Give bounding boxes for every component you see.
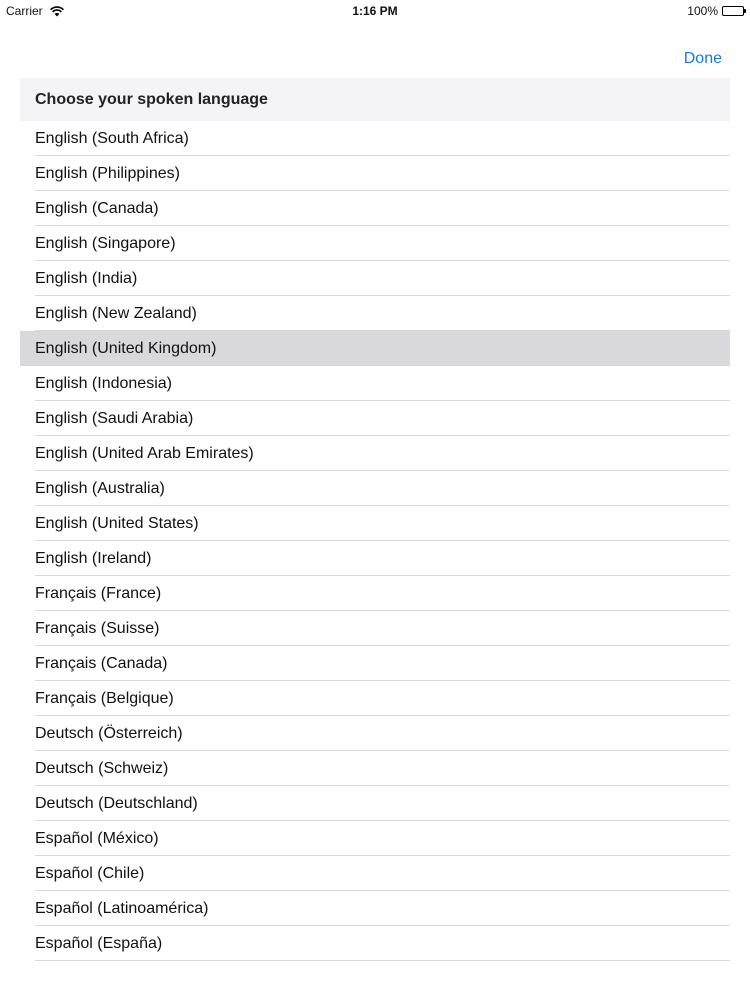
language-label: English (Saudi Arabia) xyxy=(35,409,194,427)
language-row[interactable] xyxy=(20,331,730,366)
language-row[interactable] xyxy=(20,926,730,961)
language-row[interactable] xyxy=(20,821,730,856)
language-label: English (United Arab Emirates) xyxy=(35,444,254,462)
language-row[interactable] xyxy=(20,716,730,751)
language-row[interactable] xyxy=(20,436,730,471)
language-label: Deutsch (Österreich) xyxy=(35,724,183,742)
language-row[interactable] xyxy=(20,786,730,821)
language-label: Deutsch (Schweiz) xyxy=(35,759,169,777)
language-row[interactable] xyxy=(20,296,730,331)
language-row[interactable] xyxy=(20,261,730,296)
language-label: English (United Kingdom) xyxy=(35,339,217,357)
language-label: English (South Africa) xyxy=(35,129,189,147)
language-label: Français (Canada) xyxy=(35,654,168,672)
battery-percent: 100% xyxy=(687,4,718,18)
list-header: Choose your spoken language xyxy=(20,78,730,121)
status-right xyxy=(687,4,744,18)
language-label: English (Canada) xyxy=(35,199,159,217)
language-row[interactable] xyxy=(20,856,730,891)
language-label: Deutsch (Deutschland) xyxy=(35,794,198,812)
status-bar xyxy=(0,0,750,22)
language-row[interactable] xyxy=(20,191,730,226)
language-label: Español (España) xyxy=(35,934,163,952)
language-label: Français (France) xyxy=(35,584,162,602)
battery-icon xyxy=(722,6,744,16)
language-label: Français (Suisse) xyxy=(35,619,160,637)
language-label: English (United States) xyxy=(35,514,199,532)
language-label: English (India) xyxy=(35,269,138,287)
language-row[interactable] xyxy=(20,156,730,191)
language-label: Español (Latinoamérica) xyxy=(35,899,209,917)
language-row[interactable] xyxy=(20,751,730,786)
done-button[interactable]: Done xyxy=(683,50,722,67)
language-label: Français (Belgique) xyxy=(35,689,174,707)
language-list xyxy=(20,121,730,961)
language-row[interactable] xyxy=(20,646,730,681)
language-row[interactable] xyxy=(20,401,730,436)
language-row[interactable] xyxy=(20,366,730,401)
language-label: English (New Zealand) xyxy=(35,304,197,322)
carrier-label: Carrier xyxy=(6,4,43,18)
language-label: English (Ireland) xyxy=(35,549,152,567)
language-row[interactable] xyxy=(20,226,730,261)
language-label: English (Australia) xyxy=(35,479,165,497)
language-label: English (Singapore) xyxy=(35,234,176,252)
status-time: 1:16 PM xyxy=(352,4,398,18)
language-row[interactable] xyxy=(20,471,730,506)
language-label: Español (Chile) xyxy=(35,864,145,882)
language-row[interactable] xyxy=(20,541,730,576)
language-row[interactable] xyxy=(20,891,730,926)
language-label: English (Philippines) xyxy=(35,164,180,182)
language-label: Español (México) xyxy=(35,829,159,847)
language-row[interactable] xyxy=(20,506,730,541)
language-label: English (Indonesia) xyxy=(35,374,172,392)
language-row[interactable] xyxy=(20,681,730,716)
language-row[interactable] xyxy=(20,576,730,611)
language-row[interactable] xyxy=(20,611,730,646)
language-row[interactable] xyxy=(20,121,730,156)
